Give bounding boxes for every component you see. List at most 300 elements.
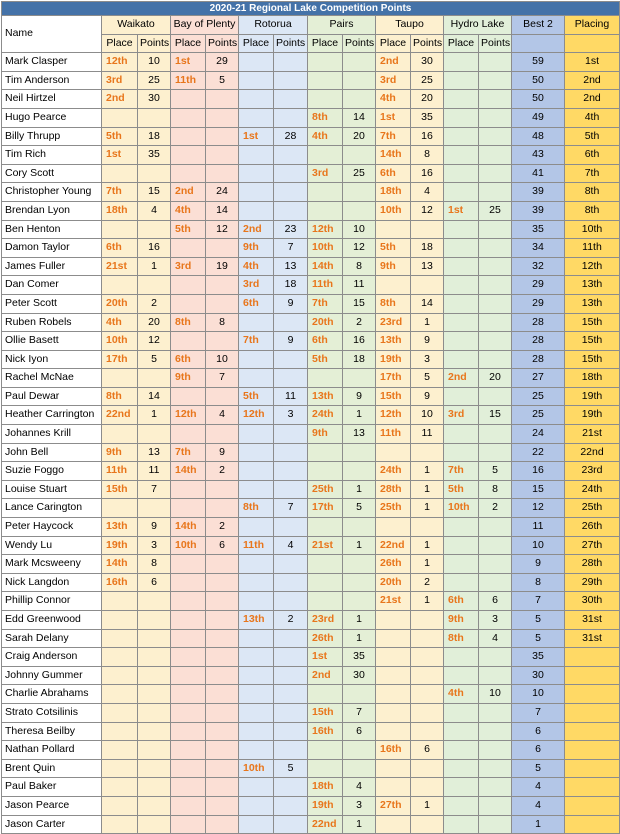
best-2-cell: 11 xyxy=(512,518,565,537)
best-2-cell: 39 xyxy=(512,201,565,220)
waikato-place-cell: 16th xyxy=(102,573,138,592)
best-2-cell: 1 xyxy=(512,815,565,834)
taupo-points-cell: 4 xyxy=(411,183,444,202)
taupo-points-cell: 11 xyxy=(411,425,444,444)
bay-of-plenty-points-cell xyxy=(206,759,239,778)
rotorua-points-cell xyxy=(274,629,308,648)
rotorua-points-cell xyxy=(274,648,308,667)
placing-cell: 2nd xyxy=(565,71,620,90)
rotorua-place-cell xyxy=(239,666,274,685)
bay-of-plenty-place-cell: 14th xyxy=(171,462,206,481)
hydro-lake-place-cell xyxy=(444,666,479,685)
waikato-points-cell: 13 xyxy=(138,443,171,462)
bay-of-plenty-place-cell xyxy=(171,685,206,704)
bay-of-plenty-place-cell: 4th xyxy=(171,201,206,220)
waikato-points-cell xyxy=(138,164,171,183)
rotorua-points-cell xyxy=(274,703,308,722)
bay-of-plenty-points-cell: 29 xyxy=(206,53,239,72)
rotorua-points-cell xyxy=(274,778,308,797)
table-row xyxy=(2,685,620,704)
hydro-lake-place-cell xyxy=(444,759,479,778)
bay-of-plenty-place-cell: 12th xyxy=(171,406,206,425)
bay-of-plenty-place-cell xyxy=(171,778,206,797)
table-row xyxy=(2,648,620,667)
bay-of-plenty-place-cell xyxy=(171,592,206,611)
rotorua-place-cell: 10th xyxy=(239,759,274,778)
waikato-points-cell xyxy=(138,629,171,648)
waikato-place-cell: 21st xyxy=(102,257,138,276)
bay-of-plenty-points-cell xyxy=(206,480,239,499)
pairs-points-cell xyxy=(343,685,376,704)
competitor-name: Nick Langdon xyxy=(2,573,102,592)
rotorua-points-cell: 9 xyxy=(274,332,308,351)
table-row xyxy=(2,518,620,537)
hydro-lake-place-cell: 2nd xyxy=(444,369,479,388)
pairs-place-cell: 15th xyxy=(308,703,343,722)
taupo-points-cell: 1 xyxy=(411,536,444,555)
best-2-cell: 28 xyxy=(512,313,565,332)
pairs-place-cell: 25th xyxy=(308,480,343,499)
pairs-points-cell: 1 xyxy=(343,629,376,648)
pairs-points-cell: 30 xyxy=(343,666,376,685)
lake-header-waikato: Waikato xyxy=(102,16,171,35)
rotorua-place-cell: 13th xyxy=(239,611,274,630)
taupo-place-cell: 26th xyxy=(376,555,411,574)
waikato-place-cell xyxy=(102,369,138,388)
taupo-place-cell: 8th xyxy=(376,294,411,313)
pairs-place-cell xyxy=(308,462,343,481)
waikato-points-cell: 16 xyxy=(138,239,171,258)
pairs-place-cell: 10th xyxy=(308,239,343,258)
hydro-lake-place-cell xyxy=(444,164,479,183)
rotorua-points-cell xyxy=(274,108,308,127)
placing-cell: 2nd xyxy=(565,90,620,109)
bay-of-plenty-points-cell xyxy=(206,294,239,313)
hydro-lake-place-cell xyxy=(444,257,479,276)
taupo-points-cell xyxy=(411,648,444,667)
taupo-place-cell xyxy=(376,648,411,667)
rotorua-place-cell xyxy=(239,201,274,220)
bay-of-plenty-points-cell xyxy=(206,387,239,406)
rotorua-place-cell xyxy=(239,425,274,444)
taupo-place-cell xyxy=(376,759,411,778)
table-row xyxy=(2,778,620,797)
hydro-lake-points-cell xyxy=(479,555,512,574)
hydro-lake-points-cell xyxy=(479,108,512,127)
table-row xyxy=(2,164,620,183)
taupo-points-cell xyxy=(411,778,444,797)
competitor-name: Nathan Pollard xyxy=(2,741,102,760)
hydro-lake-points-cell xyxy=(479,741,512,760)
bay-of-plenty-points-cell xyxy=(206,108,239,127)
competitor-name: Sarah Delany xyxy=(2,629,102,648)
placing-cell: 25th xyxy=(565,499,620,518)
pairs-place-cell xyxy=(308,759,343,778)
placing-cell: 29th xyxy=(565,573,620,592)
placing-cell: 19th xyxy=(565,406,620,425)
rotorua-points-cell xyxy=(274,666,308,685)
placing-cell: 28th xyxy=(565,555,620,574)
rotorua-points-cell: 2 xyxy=(274,611,308,630)
waikato-place-cell: 11th xyxy=(102,462,138,481)
bay-of-plenty-place-cell: 5th xyxy=(171,220,206,239)
taupo-points-cell xyxy=(411,759,444,778)
competitor-name: Edd Greenwood xyxy=(2,611,102,630)
placing-cell: 21st xyxy=(565,425,620,444)
rotorua-points-cell xyxy=(274,90,308,109)
place-subheader: Place xyxy=(444,34,479,53)
competitor-name: John Bell xyxy=(2,443,102,462)
pairs-points-cell xyxy=(343,71,376,90)
taupo-place-cell: 13th xyxy=(376,332,411,351)
waikato-points-cell xyxy=(138,369,171,388)
rotorua-place-cell xyxy=(239,71,274,90)
rotorua-points-cell xyxy=(274,722,308,741)
pairs-place-cell: 26th xyxy=(308,629,343,648)
rotorua-place-cell xyxy=(239,703,274,722)
table-row xyxy=(2,499,620,518)
bay-of-plenty-points-cell xyxy=(206,332,239,351)
points-subheader: Points xyxy=(411,34,444,53)
place-subheader: Place xyxy=(376,34,411,53)
bay-of-plenty-place-cell: 8th xyxy=(171,313,206,332)
taupo-place-cell: 18th xyxy=(376,183,411,202)
waikato-place-cell: 3rd xyxy=(102,71,138,90)
bay-of-plenty-place-cell xyxy=(171,108,206,127)
pairs-points-cell xyxy=(343,741,376,760)
competitor-name: Nick Iyon xyxy=(2,350,102,369)
competitor-name: Hugo Pearce xyxy=(2,108,102,127)
pairs-points-cell: 8 xyxy=(343,257,376,276)
rotorua-points-cell: 23 xyxy=(274,220,308,239)
best-header: Best 2 xyxy=(512,16,565,35)
hydro-lake-points-cell xyxy=(479,276,512,295)
competitor-name: Ollie Basett xyxy=(2,332,102,351)
bay-of-plenty-points-cell xyxy=(206,90,239,109)
table-row xyxy=(2,53,620,72)
taupo-place-cell xyxy=(376,276,411,295)
bay-of-plenty-place-cell xyxy=(171,239,206,258)
best-2-cell: 7 xyxy=(512,703,565,722)
rotorua-place-cell: 4th xyxy=(239,257,274,276)
pairs-place-cell: 11th xyxy=(308,276,343,295)
rotorua-place-cell xyxy=(239,778,274,797)
taupo-points-cell: 5 xyxy=(411,369,444,388)
waikato-points-cell: 35 xyxy=(138,146,171,165)
rotorua-points-cell xyxy=(274,183,308,202)
taupo-place-cell: 22nd xyxy=(376,536,411,555)
waikato-points-cell: 7 xyxy=(138,480,171,499)
taupo-points-cell: 13 xyxy=(411,257,444,276)
waikato-points-cell: 10 xyxy=(138,53,171,72)
best-2-cell: 4 xyxy=(512,778,565,797)
taupo-points-cell: 35 xyxy=(411,108,444,127)
rotorua-points-cell xyxy=(274,425,308,444)
competitor-name: Christopher Young xyxy=(2,183,102,202)
rotorua-points-cell xyxy=(274,443,308,462)
lake-header-bay-of-plenty: Bay of Plenty xyxy=(171,16,239,35)
best-2-cell: 28 xyxy=(512,332,565,351)
pairs-points-cell xyxy=(343,759,376,778)
hydro-lake-place-cell xyxy=(444,425,479,444)
rotorua-place-cell xyxy=(239,685,274,704)
taupo-points-cell: 1 xyxy=(411,480,444,499)
table-row xyxy=(2,239,620,258)
hydro-lake-points-cell xyxy=(479,536,512,555)
pairs-points-cell xyxy=(343,573,376,592)
hydro-lake-points-cell xyxy=(479,648,512,667)
hydro-lake-place-cell xyxy=(444,332,479,351)
hydro-lake-points-cell xyxy=(479,332,512,351)
rotorua-points-cell xyxy=(274,350,308,369)
placing-cell: 19th xyxy=(565,387,620,406)
rotorua-points-cell xyxy=(274,369,308,388)
taupo-place-cell: 14th xyxy=(376,146,411,165)
waikato-points-cell xyxy=(138,815,171,834)
hydro-lake-place-cell xyxy=(444,443,479,462)
competitor-name: Heather Carrington xyxy=(2,406,102,425)
pairs-place-cell: 9th xyxy=(308,425,343,444)
waikato-points-cell xyxy=(138,276,171,295)
best-2-cell: 6 xyxy=(512,741,565,760)
taupo-points-cell: 1 xyxy=(411,313,444,332)
pairs-points-cell xyxy=(343,183,376,202)
waikato-place-cell xyxy=(102,108,138,127)
table-row xyxy=(2,108,620,127)
waikato-points-cell xyxy=(138,778,171,797)
pairs-place-cell: 19th xyxy=(308,796,343,815)
hydro-lake-place-cell xyxy=(444,239,479,258)
competitor-name: Johannes Krill xyxy=(2,425,102,444)
placing-cell: 4th xyxy=(565,108,620,127)
competitor-name: Dan Comer xyxy=(2,276,102,295)
taupo-place-cell: 25th xyxy=(376,499,411,518)
pairs-place-cell: 24th xyxy=(308,406,343,425)
hydro-lake-place-cell xyxy=(444,778,479,797)
competitor-name: Phillip Connor xyxy=(2,592,102,611)
waikato-place-cell xyxy=(102,499,138,518)
bay-of-plenty-points-cell xyxy=(206,592,239,611)
hydro-lake-points-cell: 8 xyxy=(479,480,512,499)
waikato-place-cell xyxy=(102,778,138,797)
waikato-points-cell: 30 xyxy=(138,90,171,109)
pairs-place-cell: 6th xyxy=(308,332,343,351)
placing-cell xyxy=(565,666,620,685)
rotorua-place-cell xyxy=(239,90,274,109)
bay-of-plenty-points-cell xyxy=(206,666,239,685)
placing-cell: 12th xyxy=(565,257,620,276)
taupo-place-cell: 10th xyxy=(376,201,411,220)
pairs-points-cell: 13 xyxy=(343,425,376,444)
rotorua-points-cell xyxy=(274,462,308,481)
taupo-points-cell xyxy=(411,443,444,462)
bay-of-plenty-points-cell xyxy=(206,685,239,704)
waikato-place-cell xyxy=(102,722,138,741)
hydro-lake-place-cell xyxy=(444,387,479,406)
bay-of-plenty-place-cell xyxy=(171,573,206,592)
bay-of-plenty-place-cell xyxy=(171,127,206,146)
best-2-cell: 39 xyxy=(512,183,565,202)
rotorua-place-cell xyxy=(239,53,274,72)
best-2-cell: 15 xyxy=(512,480,565,499)
placing-cell: 10th xyxy=(565,220,620,239)
pairs-place-cell xyxy=(308,146,343,165)
hydro-lake-points-cell xyxy=(479,666,512,685)
table-row xyxy=(2,629,620,648)
rotorua-points-cell xyxy=(274,592,308,611)
competitor-name: Theresa Beilby xyxy=(2,722,102,741)
rotorua-place-cell xyxy=(239,722,274,741)
hydro-lake-points-cell xyxy=(479,90,512,109)
hydro-lake-points-cell xyxy=(479,759,512,778)
rotorua-place-cell xyxy=(239,573,274,592)
placing-subheader xyxy=(565,34,620,53)
pairs-place-cell: 17th xyxy=(308,499,343,518)
points-subheader: Points xyxy=(479,34,512,53)
placing-cell: 15th xyxy=(565,350,620,369)
pairs-points-cell: 4 xyxy=(343,778,376,797)
waikato-place-cell xyxy=(102,592,138,611)
place-subheader: Place xyxy=(171,34,206,53)
pairs-place-cell: 14th xyxy=(308,257,343,276)
lake-header-taupo: Taupo xyxy=(376,16,444,35)
competitor-name: Lance Carington xyxy=(2,499,102,518)
waikato-place-cell: 7th xyxy=(102,183,138,202)
bay-of-plenty-points-cell: 7 xyxy=(206,369,239,388)
hydro-lake-place-cell xyxy=(444,815,479,834)
pairs-points-cell xyxy=(343,53,376,72)
competitor-name: Craig Anderson xyxy=(2,648,102,667)
points-subheader: Points xyxy=(343,34,376,53)
hydro-lake-place-cell: 6th xyxy=(444,592,479,611)
waikato-place-cell xyxy=(102,741,138,760)
hydro-lake-place-cell: 7th xyxy=(444,462,479,481)
pairs-place-cell xyxy=(308,685,343,704)
pairs-points-cell: 3 xyxy=(343,796,376,815)
best-2-cell: 34 xyxy=(512,239,565,258)
taupo-place-cell xyxy=(376,220,411,239)
pairs-place-cell: 13th xyxy=(308,387,343,406)
placing-cell: 15th xyxy=(565,332,620,351)
best-subheader xyxy=(512,34,565,53)
placing-cell: 31st xyxy=(565,611,620,630)
rotorua-place-cell xyxy=(239,350,274,369)
best-2-cell: 30 xyxy=(512,666,565,685)
waikato-place-cell: 8th xyxy=(102,387,138,406)
table-row xyxy=(2,703,620,722)
table-row xyxy=(2,480,620,499)
waikato-place-cell xyxy=(102,220,138,239)
waikato-place-cell: 2nd xyxy=(102,90,138,109)
bay-of-plenty-place-cell xyxy=(171,276,206,295)
taupo-points-cell: 9 xyxy=(411,387,444,406)
taupo-place-cell xyxy=(376,815,411,834)
bay-of-plenty-points-cell xyxy=(206,815,239,834)
waikato-points-cell xyxy=(138,666,171,685)
competitor-name: Strato Cotsilinis xyxy=(2,703,102,722)
rotorua-place-cell: 11th xyxy=(239,536,274,555)
name-header: Name xyxy=(2,16,102,53)
waikato-points-cell: 1 xyxy=(138,406,171,425)
waikato-place-cell: 20th xyxy=(102,294,138,313)
taupo-place-cell xyxy=(376,629,411,648)
hydro-lake-place-cell xyxy=(444,796,479,815)
table-row xyxy=(2,276,620,295)
placing-cell: 27th xyxy=(565,536,620,555)
rotorua-points-cell xyxy=(274,685,308,704)
rotorua-points-cell xyxy=(274,815,308,834)
pairs-place-cell xyxy=(308,555,343,574)
rotorua-place-cell: 8th xyxy=(239,499,274,518)
taupo-points-cell xyxy=(411,220,444,239)
best-2-cell: 16 xyxy=(512,462,565,481)
competitor-name: Peter Haycock xyxy=(2,518,102,537)
pairs-place-cell xyxy=(308,369,343,388)
pairs-place-cell xyxy=(308,71,343,90)
waikato-points-cell: 1 xyxy=(138,257,171,276)
pairs-place-cell: 1st xyxy=(308,648,343,667)
bay-of-plenty-place-cell xyxy=(171,648,206,667)
competitor-name: Damon Taylor xyxy=(2,239,102,258)
best-2-cell: 27 xyxy=(512,369,565,388)
waikato-points-cell xyxy=(138,703,171,722)
bay-of-plenty-points-cell xyxy=(206,276,239,295)
waikato-place-cell: 10th xyxy=(102,332,138,351)
hydro-lake-place-cell xyxy=(444,294,479,313)
waikato-points-cell: 15 xyxy=(138,183,171,202)
bay-of-plenty-points-cell xyxy=(206,648,239,667)
placing-cell: 22nd xyxy=(565,443,620,462)
best-2-cell: 10 xyxy=(512,536,565,555)
rotorua-place-cell xyxy=(239,629,274,648)
title-row xyxy=(2,2,620,16)
best-2-cell: 8 xyxy=(512,573,565,592)
points-subheader: Points xyxy=(206,34,239,53)
waikato-place-cell: 13th xyxy=(102,518,138,537)
placing-cell: 1st xyxy=(565,53,620,72)
best-2-cell: 5 xyxy=(512,611,565,630)
bay-of-plenty-place-cell: 7th xyxy=(171,443,206,462)
bay-of-plenty-place-cell xyxy=(171,425,206,444)
hydro-lake-place-cell xyxy=(444,71,479,90)
waikato-points-cell xyxy=(138,759,171,778)
taupo-place-cell xyxy=(376,685,411,704)
hydro-lake-place-cell: 8th xyxy=(444,629,479,648)
rotorua-place-cell xyxy=(239,648,274,667)
hydro-lake-points-cell xyxy=(479,146,512,165)
bay-of-plenty-points-cell xyxy=(206,146,239,165)
points-subheader: Points xyxy=(274,34,308,53)
competitor-name: Billy Thrupp xyxy=(2,127,102,146)
table-row xyxy=(2,555,620,574)
pairs-points-cell xyxy=(343,555,376,574)
waikato-place-cell xyxy=(102,425,138,444)
rotorua-points-cell: 9 xyxy=(274,294,308,313)
waikato-points-cell xyxy=(138,741,171,760)
waikato-place-cell xyxy=(102,629,138,648)
best-2-cell: 43 xyxy=(512,146,565,165)
rotorua-place-cell xyxy=(239,741,274,760)
placing-cell: 15th xyxy=(565,313,620,332)
table-row xyxy=(2,443,620,462)
pairs-place-cell xyxy=(308,53,343,72)
rotorua-points-cell: 3 xyxy=(274,406,308,425)
best-2-cell: 50 xyxy=(512,90,565,109)
best-2-cell: 9 xyxy=(512,555,565,574)
placing-cell xyxy=(565,722,620,741)
pairs-points-cell: 6 xyxy=(343,722,376,741)
hydro-lake-place-cell: 4th xyxy=(444,685,479,704)
